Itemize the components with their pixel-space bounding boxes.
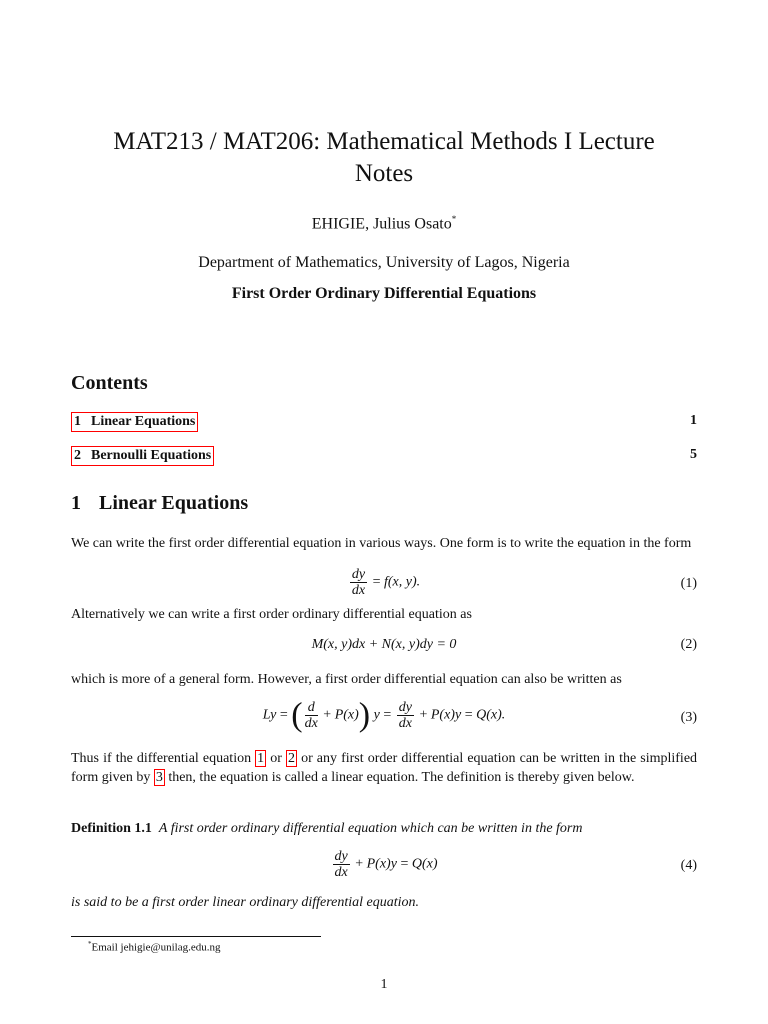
equation-ref-2[interactable]: 2 <box>288 751 295 766</box>
footnote-divider <box>71 936 321 937</box>
footnote-mark: * <box>88 940 92 948</box>
toc-link-linear-equations[interactable] <box>71 412 198 432</box>
toc-item-number: 2 <box>74 448 81 463</box>
paragraph-4-text-a: Thus if the differential equation <box>71 751 252 766</box>
equation-3-number: (3) <box>680 710 697 725</box>
contents-heading: Contents <box>71 372 148 394</box>
author-footnote-mark[interactable]: * <box>451 214 457 224</box>
equation-3 <box>71 696 697 734</box>
definition-conclusion: is said to be a first order linear ordinary differential equation. <box>71 895 420 910</box>
equation-2-number: (2) <box>680 637 697 652</box>
equation-3-body: Ly = ( $\frac{d}{dx}$ + P(x)) y = $\frac{dy}{dx}$ + P(x)y = Q(x). <box>262 696 506 734</box>
paragraph-1: We can write the first order differential equation in various ways. One form is to write the equation in the form <box>71 536 692 551</box>
equation-ref-1[interactable]: 1 <box>257 751 265 766</box>
subtitle: First Order Ordinary Differential Equations <box>231 285 537 302</box>
toc-item-page: 5 <box>690 447 697 462</box>
paragraph-4-text-d: then, the equation is called a linear equation. The definition is thereby given below. <box>168 770 635 785</box>
definition-text: A first order ordinary differential equation which can be written in the form <box>158 821 583 836</box>
section-title: Linear Equations <box>99 492 249 514</box>
title-line-1: MAT213 / MAT206: Mathematical Methods I Lecture <box>113 128 655 155</box>
footnote-text: Email jehigie@unilag.edu.ng <box>91 941 221 954</box>
paragraph-3: which is more of a general form. However, a first order differential equation can also be written as <box>71 672 622 687</box>
author <box>0 214 768 233</box>
page-title <box>0 126 768 190</box>
toc-link-bernoulli-equations[interactable] <box>71 446 214 466</box>
title-line-2: Notes <box>354 160 414 187</box>
affiliation: Department of Mathematics, University of Lagos, Nigeria <box>198 254 570 271</box>
definition-label: Definition 1.1 <box>71 821 152 836</box>
author-name: EHIGIE, Julius Osato <box>311 215 452 233</box>
equation-1-body: $\frac{dy}{dx}$ = f(x, y). <box>351 567 421 598</box>
equation-1 <box>71 567 697 597</box>
paragraph-2: Alternatively we can write a first order ordinary differential equation as <box>71 607 472 622</box>
toc-item-linear-equations <box>71 412 697 432</box>
section-heading <box>71 492 248 515</box>
paragraph-4-text-b: or <box>270 751 282 766</box>
toc-item-label: Bernoulli Equations <box>91 448 212 463</box>
section-number: 1 <box>71 492 81 514</box>
equation-4-body: $\frac{dy}{dx}$ + P(x)y = Q(x) <box>334 849 438 880</box>
footnote <box>88 940 220 954</box>
paragraph-4 <box>71 749 697 787</box>
toc-item-number: 1 <box>74 414 81 429</box>
toc-item-page: 1 <box>690 413 697 428</box>
equation-1-number: (1) <box>680 576 697 591</box>
equation-2 <box>71 637 697 667</box>
toc-item-bernoulli-equations <box>71 446 697 466</box>
page-number: 1 <box>380 977 388 992</box>
equation-2-body: M(x, y)dx + N(x, y)dy = 0 <box>311 637 457 652</box>
definition-1-1 <box>71 819 697 838</box>
equation-ref-3[interactable]: 3 <box>155 770 163 785</box>
equation-4-number: (4) <box>680 858 697 873</box>
paragraph-4-text-c: or any first order differential equation can be written in the simplified form given by <box>71 751 698 785</box>
equation-4 <box>71 849 697 879</box>
toc-item-label: Linear Equations <box>91 414 196 429</box>
